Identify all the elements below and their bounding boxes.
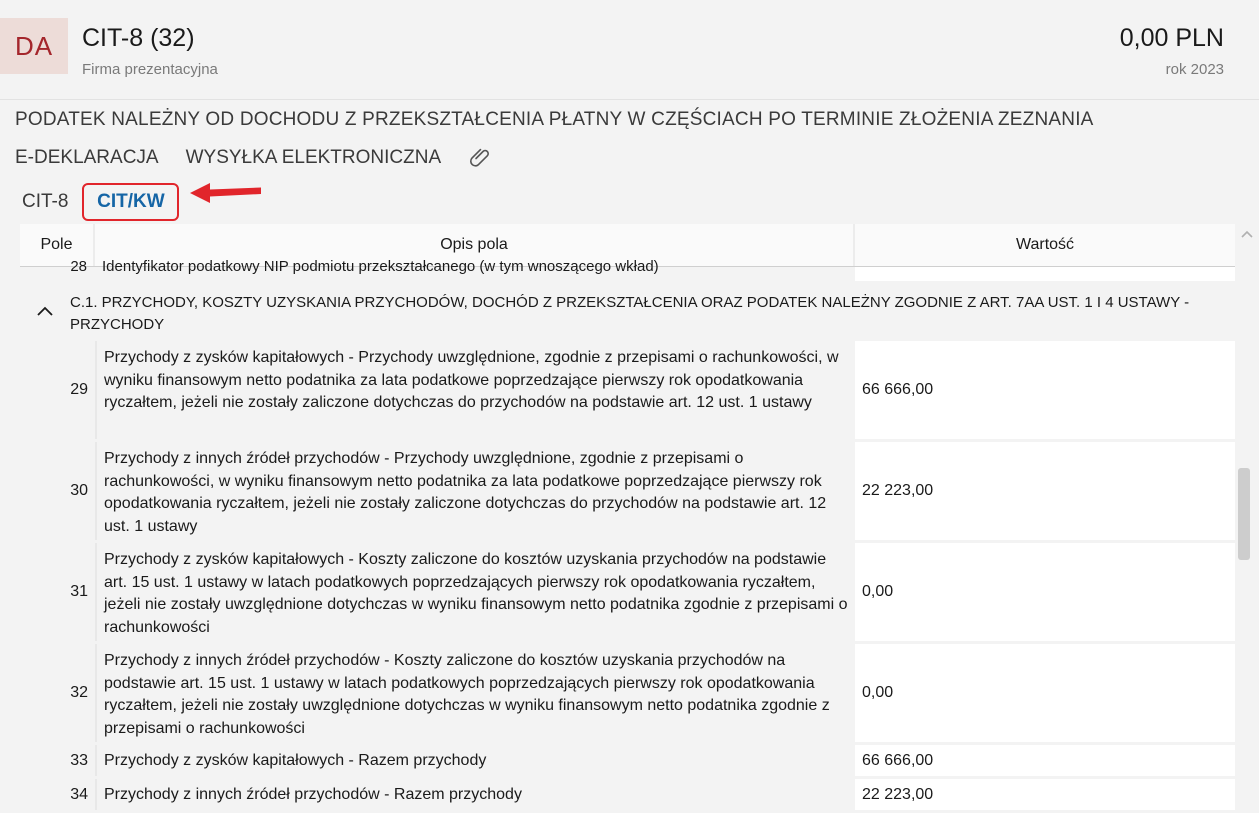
row-pole: 30 [70,482,88,499]
row-wartosc[interactable] [855,267,1235,281]
section-title: C.1. PRZYCHODY, KOSZTY UZYSKANIA PRZYCHODÓW, DOCHÓD Z PRZEKSZTAŁCENIA ORAZ PODATEK NALEŻNY ZGODNIE Z ART. 7AA UST. 1 I 4 USTAWY - PRZYCHODY [70,294,1190,333]
paperclip-icon[interactable] [468,146,492,170]
table-row [20,543,1235,644]
document-amount: 0,00 PLN [1119,24,1224,52]
company-name: Firma prezentacyjna [82,61,218,78]
row-pole: 28 [70,258,87,275]
scroll-up-icon[interactable] [1240,229,1254,239]
row-opis: Przychody z innych źródeł przychodów - Koszty zaliczone do kosztów uzyskania przychodów na podstawie art. 15 ust. 1 ustawy w latach podatkowych poprzedzających pierwszy rok opodatkowania ryczałtem, jeżeli nie zostały uwzględnione dotychczas w wyniku finansowym netto podatnika zgodnie z przepisami o rachunkowości [95,644,855,742]
row-opis: Identyfikator podatkowy NIP podmiotu przekształcanego (w tym wnoszącego wkład) [102,258,659,275]
wysylka-elektroniczna-button[interactable]: WYSYŁKA ELEKTRONICZNA [185,147,442,168]
column-header-pole[interactable]: Pole [20,224,95,266]
table-rows [20,341,1235,813]
tab-cit-kw[interactable]: CIT/KW [82,183,179,221]
row-wartosc[interactable]: 66 666,00 [855,341,1235,439]
row-pole: 29 [70,381,88,398]
row-opis: Przychody z innych źródeł przychodów - Przychody uwzględnione, zgodnie z przepisami o rachunkowości, w wyniku finansowym netto podatnika za lata podatkowe poprzedzające pierwszy rok opodatkowania ryczałtem, jeżeli nie zostały zaliczone dotychczas do przychodów na podstawie art. 12 ust. 1 ustawy [95,442,855,540]
data-grid [20,224,1235,813]
document-header [0,0,1259,100]
chevron-up-icon[interactable] [20,281,70,341]
document-subtitle: PODATEK NALEŻNY OD DOCHODU Z PRZEKSZTAŁCENIA PŁATNY W CZĘŚCIACH PO TERMINIE ZŁOŻENIA ZEZNANIA [15,109,1094,130]
row-pole: 33 [70,751,88,769]
table-row [20,442,1235,543]
document-title: CIT-8 (32) [82,24,195,52]
row-wartosc[interactable]: 22 223,00 [855,442,1235,540]
document-year: rok 2023 [1165,61,1224,78]
row-opis: Przychody z innych źródeł przychodów - Razem przychody [95,779,855,810]
avatar: DA [0,18,68,74]
table-row-partial [20,258,1235,281]
row-wartosc[interactable]: 0,00 [855,644,1235,742]
table-row [20,341,1235,442]
table-row [20,644,1235,745]
row-pole: 34 [70,785,88,803]
table-row [20,745,1235,779]
column-header-opis[interactable]: Opis pola [95,224,855,266]
column-header-wartosc[interactable]: Wartość [1015,236,1075,253]
table-row [20,779,1235,813]
annotation-arrow [188,180,264,206]
row-wartosc[interactable]: 22 223,00 [855,779,1235,810]
row-wartosc[interactable]: 0,00 [855,543,1235,641]
section-header [20,281,1235,341]
row-opis: Przychody z zysków kapitałowych - Razem przychody [95,745,855,776]
row-opis: Przychody z zysków kapitałowych - Przychody uwzględnione, zgodnie z przepisami o rachunkowości, w wyniku finansowym netto podatnika za lata podatkowe poprzedzające pierwszy rok opodatkowania ryczałtem, jeżeli nie zostały zaliczone dotychczas do przychodów na podstawie art. 12 ust. 1 ustawy [95,341,855,439]
scrollbar-thumb[interactable] [1238,468,1250,560]
row-opis: Przychody z zysków kapitałowych - Koszty zaliczone do kosztów uzyskania przychodów na podstawie art. 15 ust. 1 ustawy w latach podatkowych poprzedzających pierwszy rok opodatkowania ryczałtem, jeżeli nie zostały uwzględnione dotychczas w wyniku finansowym netto podatnika zgodnie z przepisami o rachunkowości [95,543,855,641]
row-pole: 32 [70,684,88,701]
row-wartosc[interactable]: 66 666,00 [855,745,1235,776]
row-pole: 31 [70,583,88,600]
tab-bar [22,183,179,221]
tab-cit-8[interactable]: CIT-8 [22,191,69,212]
vertical-scrollbar[interactable] [1235,224,1259,813]
action-bar [15,146,492,170]
e-deklaracja-button[interactable]: E-DEKLARACJA [15,147,159,168]
